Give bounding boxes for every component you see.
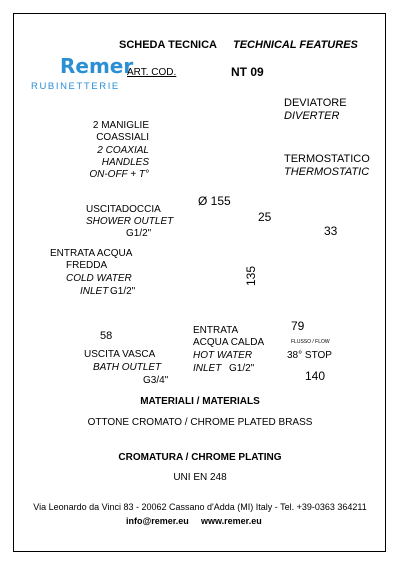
art-code: NT 09 <box>231 65 264 79</box>
materials-heading: MATERIALI / MATERIALS <box>140 396 260 407</box>
thermostatic-it: TERMOSTATICO <box>284 153 370 165</box>
diameter-label: Ø 155 <box>198 194 231 208</box>
cold-size: G1/2" <box>110 286 136 297</box>
shower-outlet-en: SHOWER OUTLET <box>86 216 174 227</box>
bath-en: BATH OUTLET <box>93 362 162 373</box>
handles-label-en-1: 2 COAXIAL <box>97 145 149 156</box>
hot-it-1: ENTRATA <box>193 325 239 336</box>
diverter-it: DEVIATORE <box>284 97 347 109</box>
shower-outlet-it: USCITADOCCIA <box>86 204 161 215</box>
title-en: TECHNICAL FEATURES <box>233 39 358 51</box>
plating-value: UNI EN 248 <box>173 472 227 483</box>
bath-it: USCITA VASCA <box>84 349 156 360</box>
dim-140: 140 <box>305 369 326 383</box>
hot-it-2: ACQUA CALDA <box>193 337 265 348</box>
hot-en-1: HOT WATER <box>193 350 253 361</box>
handles-label-en-3: ON-OFF + T° <box>89 169 149 180</box>
brand-subtitle: RUBINETTERIE <box>31 81 120 92</box>
brand-name: Remer <box>60 54 134 78</box>
cold-en-1: COLD WATER <box>66 273 132 284</box>
dim-135: 135 <box>244 265 258 286</box>
materials-value: OTTONE CROMATO / CHROME PLATED BRASS <box>87 417 313 428</box>
handles-label-it-2: COASSIALI <box>96 132 149 143</box>
flow-label: FLUSSO / FLOW <box>291 339 330 345</box>
shower-size: G1/2" <box>126 228 152 239</box>
handles-label-it-1: 2 MANIGLIE <box>92 120 149 131</box>
hot-en-2: INLET <box>193 363 222 374</box>
thermostatic-en: THERMOSTATIC <box>284 166 370 178</box>
footer-website[interactable]: www.remer.eu <box>201 516 262 526</box>
hot-size: G1/2" <box>229 363 255 374</box>
stop-label: 38° STOP <box>287 350 332 361</box>
cold-it-1: ENTRATA ACQUA <box>50 248 133 259</box>
dim-33: 33 <box>324 224 338 238</box>
footer-email[interactable]: info@remer.eu <box>126 516 189 526</box>
cold-it-2: FREDDA <box>66 260 108 271</box>
art-label: ART. COD. <box>127 67 177 78</box>
dim-79: 79 <box>291 319 305 333</box>
handles-label-en-2: HANDLES <box>101 157 149 168</box>
title-it: SCHEDA TECNICA <box>119 39 217 51</box>
dim-58: 58 <box>100 330 113 342</box>
cold-en-2: INLET <box>80 286 109 297</box>
plating-heading: CROMATURA / CHROME PLATING <box>118 452 282 463</box>
footer-address: Via Leonardo da Vinci 83 - 20062 Cassano d'Adda (MI) Italy - Tel. +39-0363 364211 <box>33 502 367 512</box>
bath-size: G3/4" <box>143 375 169 386</box>
diverter-en: DIVERTER <box>284 110 340 122</box>
dim-25: 25 <box>258 210 272 224</box>
